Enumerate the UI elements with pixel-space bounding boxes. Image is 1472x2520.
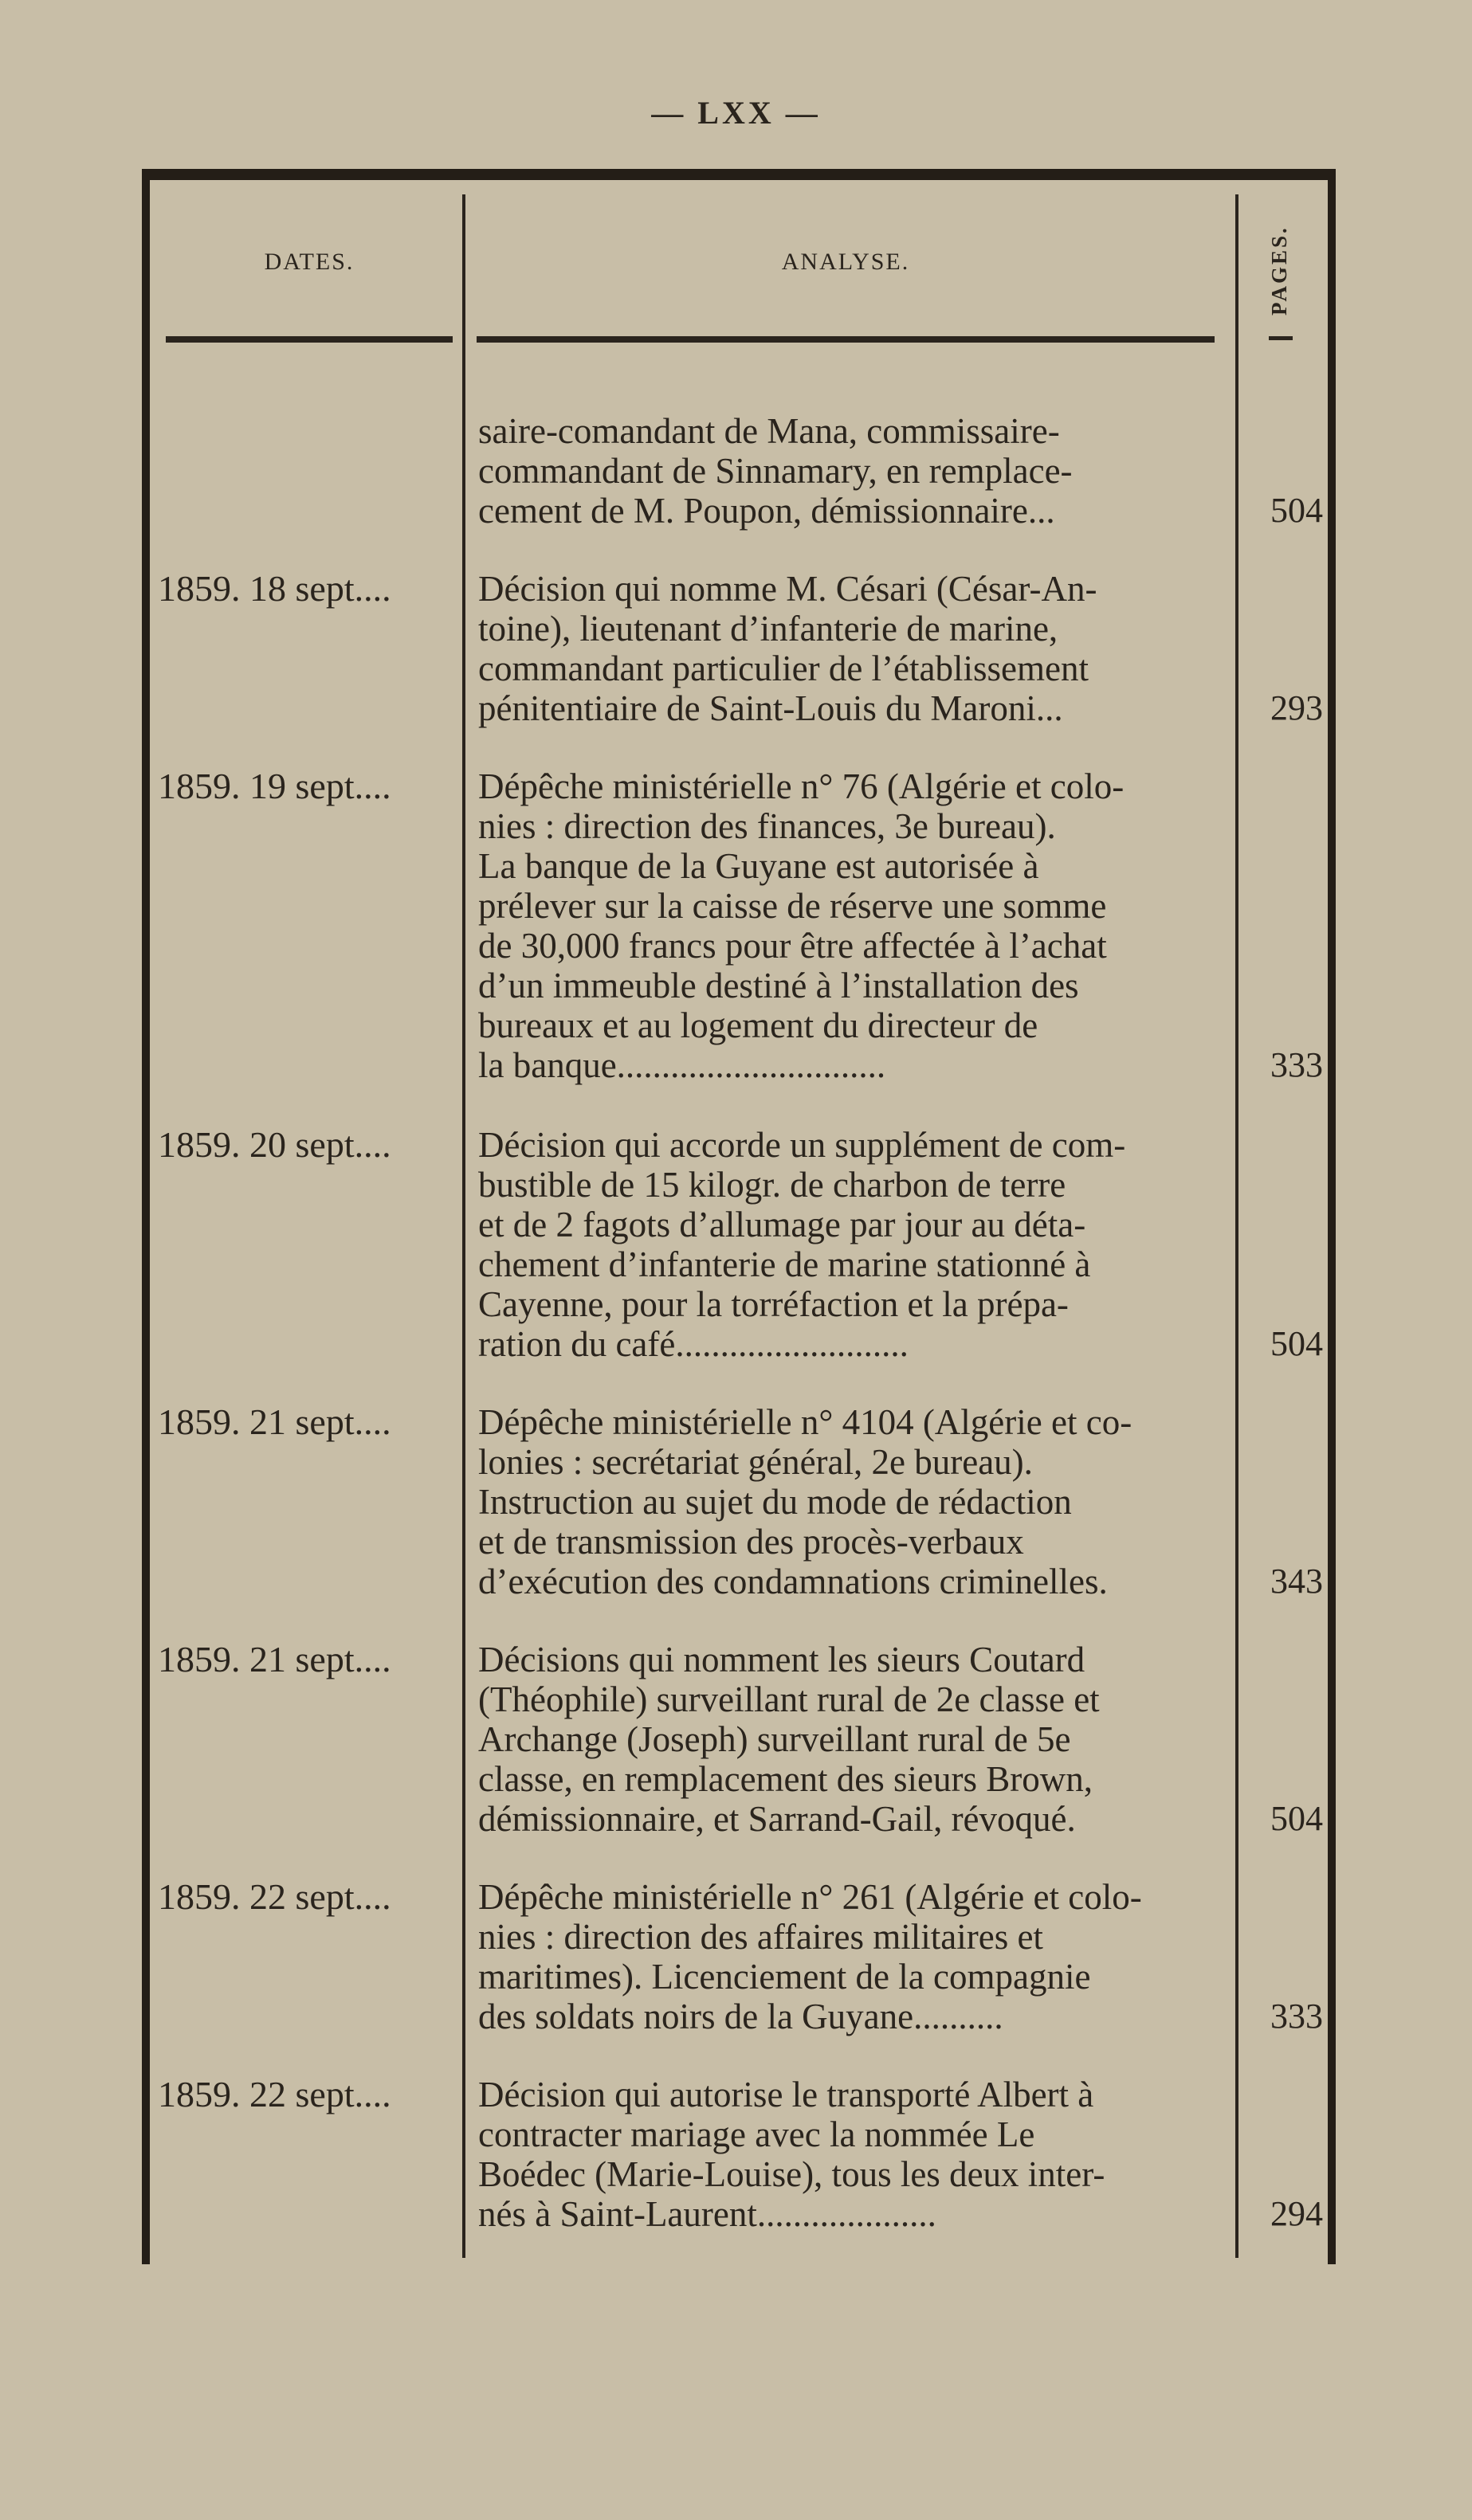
entry-page: 504 [1270,1799,1323,1838]
entry-date: 1859. 22 sept.... [158,2075,391,2114]
entry-page: 504 [1270,1324,1323,1363]
entry-analysis: Dépêche ministérielle n° 76 (Algérie et colo- nies : direction des finances, 3e bureau). La banque de la Guyane est autorisée à prélever sur la caisse de réserve une somme de 30,000 francs pour être affectée à l’achat d’un immeuble destiné à l’installation des bureaux et au logement du directeur de la banque.............................. [478,766,1125,1085]
entry-analysis: Décisions qui nomment les sieurs Coutard (Théophile) surveillant rural de 2e classe et Archange (Joseph) surveillant rural de 5e classe, en remplacement des sieurs Brown, démissionnaire, et Sarrand-Gail, révoqué. [478,1640,1100,1839]
entry-page: 333 [1270,1997,1323,2036]
header-rule-pages [1269,336,1293,340]
entry-date: 1859. 21 sept.... [158,1402,391,1442]
entry-analysis: Décision qui accorde un supplément de com- bustible de 15 kilogr. de charbon de terre et de 2 fagots d’allumage par jour au déta- chement d’infanterie de marine stationné à Cayenne, pour la torréfaction et la prépa- ration du café.......................... [478,1125,1126,1364]
column-header-pages: PAGES. [1267,225,1291,316]
entry-analysis: Dépêche ministérielle n° 261 (Algérie et colo- nies : direction des affaires militaires et maritimes). Licenciement de la compagnie des soldats noirs de la Guyane.......... [478,1877,1142,2036]
entry-analysis: Dépêche ministérielle n° 4104 (Algérie et co- lonies : secrétariat général, 2e bureau). Instruction au sujet du mode de rédaction et de transmission des procès-verbaux d’exécution des condamnations criminelles. [478,1402,1132,1601]
entry-date: 1859. 22 sept.... [158,1877,391,1917]
entry-date: 1859. 19 sept.... [158,766,391,806]
entry-page: 333 [1270,1045,1323,1084]
header-rule-dates [166,336,453,343]
entry-date: 1859. 18 sept.... [158,569,391,609]
column-header-analyse: ANALYSE. [781,249,910,275]
entry-analysis: Décision qui autorise le transporté Albert à contracter mariage avec la nommée Le Boédec (Marie-Louise), tous les deux inter- nés à Saint-Laurent.................... [478,2075,1105,2234]
column-header-dates: DATES. [264,249,355,275]
entry-page: 294 [1270,2194,1323,2233]
entry-analysis: saire-comandant de Mana, commissaire- commandant de Sinnamary, en remplace- cement de M. Poupon, démissionnaire... [478,411,1073,531]
entry-page: 343 [1270,1562,1323,1601]
page-header: — LXX — [651,95,821,131]
entry-page: 504 [1270,491,1323,530]
entry-page: 293 [1270,688,1323,727]
entry-date: 1859. 21 sept.... [158,1640,391,1679]
column-divider-dates [462,194,465,2258]
column-divider-pages [1235,194,1238,2258]
entry-date: 1859. 20 sept.... [158,1125,391,1165]
entry-analysis: Décision qui nomme M. Césari (César-An- toine), lieutenant d’infanterie de marine, commandant particulier de l’établissement pénitentiaire de Saint-Louis du Maroni... [478,569,1097,728]
header-rule-analyse [477,336,1215,343]
